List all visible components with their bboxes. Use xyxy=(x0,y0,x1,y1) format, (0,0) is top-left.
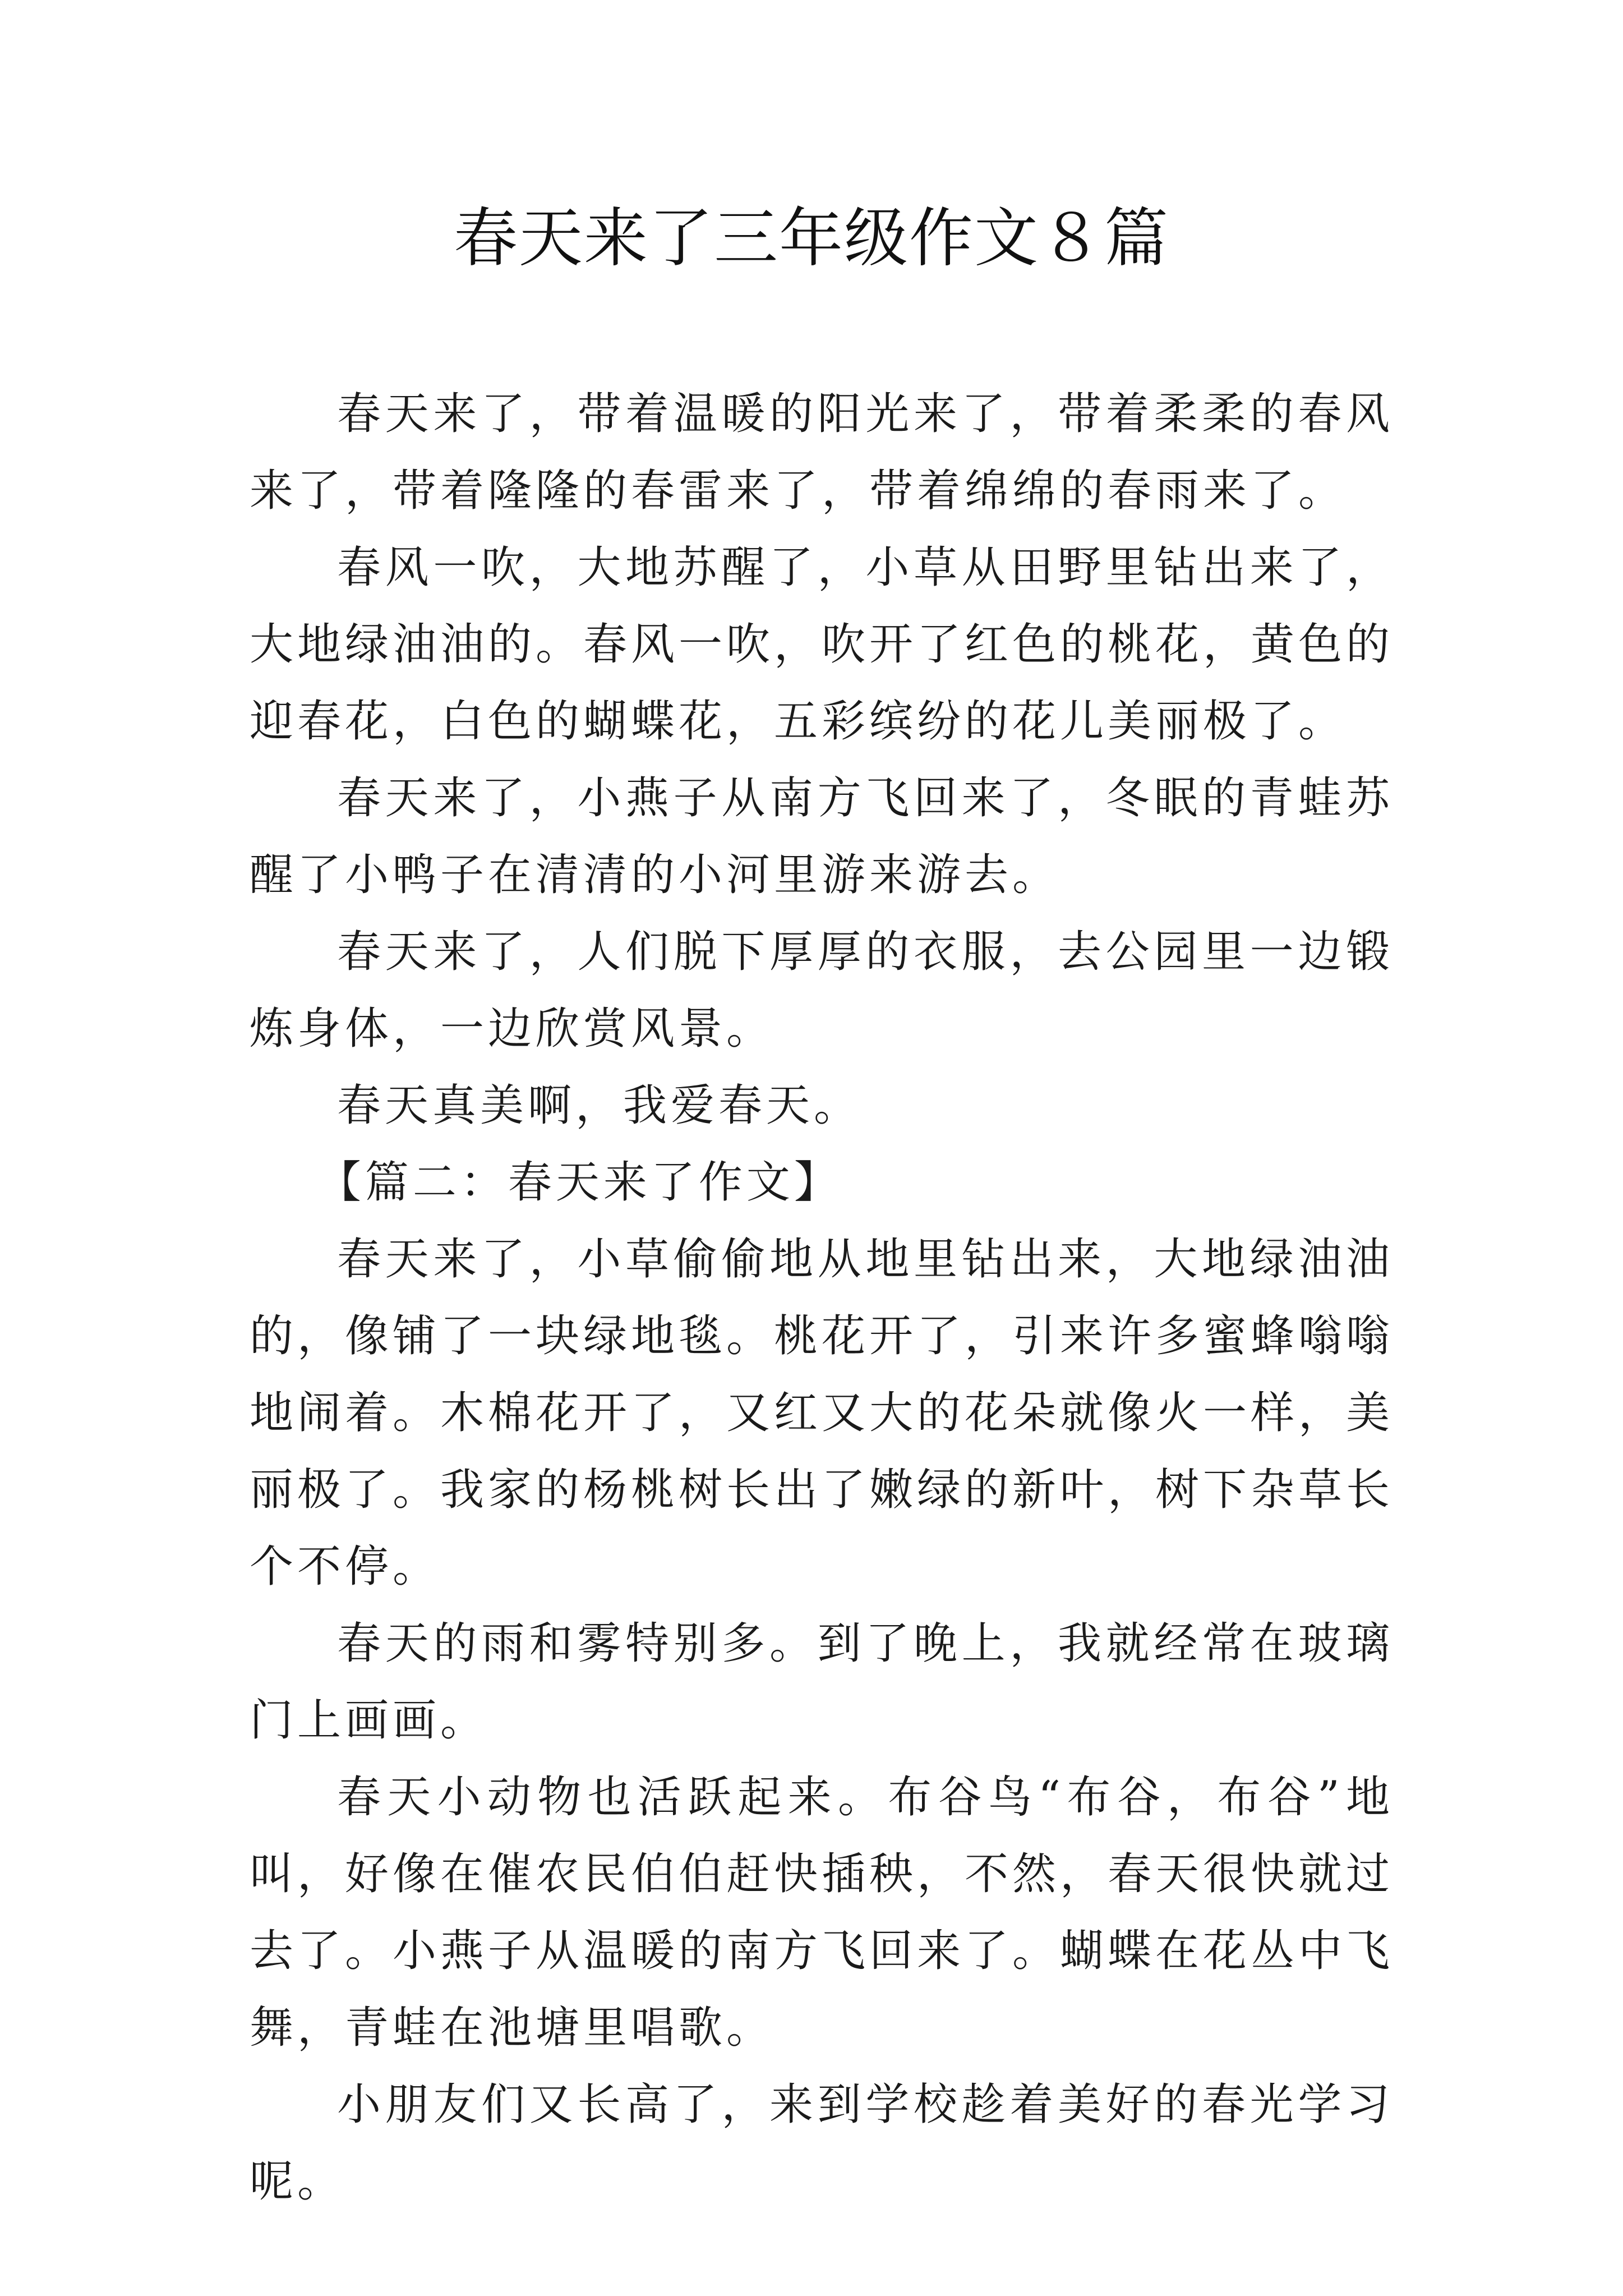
paragraph: 春天来了，人们脱下厚厚的衣服，去公园里一边锻炼身体，一边欣赏风景。 xyxy=(250,927,1394,1054)
document-body xyxy=(250,376,1394,2220)
paragraph: 春天来了，小草偷偷地从地里钻出来，大地绿油油的，像铺了一块绿地毯。桃花开了，引来许多蜜蜂嗡嗡地闹着。木棉花开了，又红又大的花朵就像火一样，美丽极了。我家的杨桃树长出了嫩绿的新叶，树下杂草长个不停。 xyxy=(250,1234,1394,1592)
section-heading: 【篇二：春天来了作文】 xyxy=(317,1157,842,1208)
document-title: 春天来了三年级作文８篇 xyxy=(453,201,1169,275)
paragraph: 小朋友们又长高了，来到学校趁着美好的春光学习呢。 xyxy=(250,2079,1394,2207)
paragraph: 春风一吹，大地苏醒了，小草从田野里钻出来了，大地绿油油的。春风一吹，吹开了红色的桃花，黄色的迎春花，白色的蝴蝶花，五彩缤纷的花儿美丽极了。 xyxy=(250,542,1394,747)
paragraph: 春天小动物也活跃起来。布谷鸟“布谷，布谷”地叫，好像在催农民伯伯赶快插秧，不然，春天很快就过去了。小燕子从温暖的南方飞回来了。蝴蝶在花丛中飞舞，青蛙在池塘里唱歌。 xyxy=(250,1772,1394,2053)
paragraph: 春天来了，小燕子从南方飞回来了，冬眠的青蛙苏醒了小鸭子在清清的小河里游来游去。 xyxy=(250,773,1394,900)
paragraph: 春天的雨和雾特别多。到了晚上，我就经常在玻璃门上画画。 xyxy=(250,1618,1394,1746)
paragraph: 春天真美啊，我爱春天。 xyxy=(337,1080,862,1131)
paragraph: 春天来了，带着温暖的阳光来了，带着柔柔的春风来了，带着隆隆的春雷来了，带着绵绵的春雨来了。 xyxy=(250,389,1394,516)
